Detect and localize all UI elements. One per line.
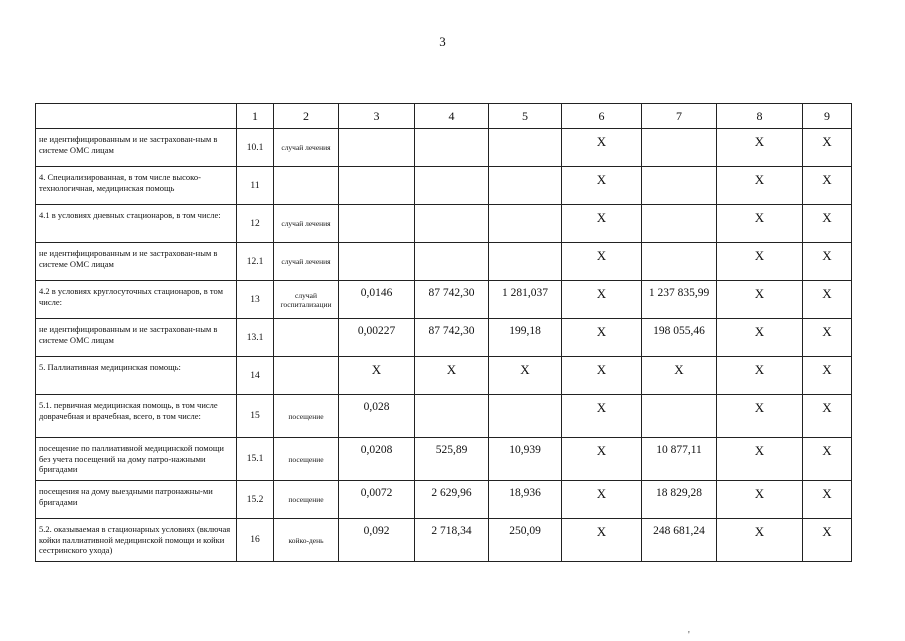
unit-cell: посещение: [274, 395, 339, 438]
value-cell: X: [642, 357, 717, 395]
row-name-cell: 5. Паллиативная медицинская помощь:: [36, 357, 237, 395]
value-cell: 18,936: [489, 481, 562, 519]
row-number-cell: 13.1: [237, 319, 274, 357]
table-row: [36, 395, 852, 438]
value-cell: [642, 243, 717, 281]
value-cell: 0,00227: [339, 319, 415, 357]
value-cell: X: [717, 319, 803, 357]
unit-cell: случай лечения: [274, 243, 339, 281]
value-cell: [415, 129, 489, 167]
header-cell: 8: [717, 104, 803, 129]
value-cell: X: [717, 129, 803, 167]
row-name-cell: посещение по паллиативной медицинской помощи без учета посещений на дому патро-нажными бригадами: [36, 438, 237, 481]
value-cell: X: [415, 357, 489, 395]
value-cell: X: [717, 438, 803, 481]
value-cell: 0,092: [339, 519, 415, 562]
table-row: [36, 319, 852, 357]
value-cell: X: [803, 438, 852, 481]
value-cell: [339, 205, 415, 243]
value-cell: 1 281,037: [489, 281, 562, 319]
row-name-cell: 4.2 в условиях круглосуточных стационаров, в том числе:: [36, 281, 237, 319]
value-cell: [415, 167, 489, 205]
row-name-cell: не идентифицированным и не застрахован-ным в системе ОМС лицам: [36, 243, 237, 281]
row-number-cell: 14: [237, 357, 274, 395]
value-cell: X: [803, 395, 852, 438]
value-cell: X: [562, 481, 642, 519]
value-cell: X: [562, 395, 642, 438]
value-cell: X: [717, 243, 803, 281]
value-cell: X: [717, 519, 803, 562]
value-cell: X: [803, 281, 852, 319]
value-cell: [489, 395, 562, 438]
value-cell: [339, 243, 415, 281]
header-cell: 4: [415, 104, 489, 129]
unit-cell: посещение: [274, 438, 339, 481]
value-cell: 87 742,30: [415, 319, 489, 357]
value-cell: [489, 129, 562, 167]
header-cell: 1: [237, 104, 274, 129]
row-number-cell: 15.1: [237, 438, 274, 481]
unit-cell: случай госпитализации: [274, 281, 339, 319]
value-cell: [489, 243, 562, 281]
value-cell: 87 742,30: [415, 281, 489, 319]
value-cell: [489, 167, 562, 205]
value-cell: 248 681,24: [642, 519, 717, 562]
value-cell: X: [803, 357, 852, 395]
value-cell: X: [339, 357, 415, 395]
value-cell: X: [562, 319, 642, 357]
value-cell: 250,09: [489, 519, 562, 562]
value-cell: X: [803, 167, 852, 205]
row-number-cell: 13: [237, 281, 274, 319]
table-row: [36, 481, 852, 519]
table-row: [36, 243, 852, 281]
value-cell: 2 718,34: [415, 519, 489, 562]
table-row: [36, 519, 852, 562]
row-number-cell: 16: [237, 519, 274, 562]
header-cell: 9: [803, 104, 852, 129]
row-number-cell: 11: [237, 167, 274, 205]
value-cell: [339, 167, 415, 205]
value-cell: X: [803, 129, 852, 167]
header-cell: [36, 104, 237, 129]
value-cell: 2 629,96: [415, 481, 489, 519]
value-cell: [642, 395, 717, 438]
value-cell: 0,0208: [339, 438, 415, 481]
value-cell: [642, 129, 717, 167]
value-cell: 0,0072: [339, 481, 415, 519]
data-table: [35, 103, 852, 562]
row-name-cell: 5.2. оказываемая в стационарных условиях (включая койки паллиативной медицинской помощи и койки сестринского ухода): [36, 519, 237, 562]
value-cell: X: [717, 481, 803, 519]
row-name-cell: 4.1 в условиях дневных стационаров, в том числе:: [36, 205, 237, 243]
row-number-cell: 10.1: [237, 129, 274, 167]
page-number: 3: [439, 34, 446, 49]
value-cell: X: [803, 481, 852, 519]
unit-cell: [274, 167, 339, 205]
value-cell: [642, 167, 717, 205]
header-cell: 2: [274, 104, 339, 129]
table-row: [36, 438, 852, 481]
row-name-cell: 5.1. первичная медицинская помощь, в том числе доврачебная и врачебная, всего, в том числе:: [36, 395, 237, 438]
unit-cell: посещение: [274, 481, 339, 519]
value-cell: X: [562, 357, 642, 395]
value-cell: X: [562, 519, 642, 562]
value-cell: X: [717, 395, 803, 438]
scan-mark: ': [688, 630, 690, 641]
value-cell: X: [803, 205, 852, 243]
value-cell: X: [803, 519, 852, 562]
value-cell: X: [562, 167, 642, 205]
value-cell: [489, 205, 562, 243]
value-cell: X: [717, 205, 803, 243]
header-cell: 7: [642, 104, 717, 129]
value-cell: X: [803, 243, 852, 281]
value-cell: X: [717, 281, 803, 319]
value-cell: X: [562, 205, 642, 243]
unit-cell: койко-день: [274, 519, 339, 562]
value-cell: X: [717, 167, 803, 205]
value-cell: 10 877,11: [642, 438, 717, 481]
value-cell: 199,18: [489, 319, 562, 357]
table-row: [36, 205, 852, 243]
value-cell: X: [717, 357, 803, 395]
row-number-cell: 15.2: [237, 481, 274, 519]
value-cell: 198 055,46: [642, 319, 717, 357]
value-cell: 525,89: [415, 438, 489, 481]
value-cell: [415, 395, 489, 438]
header-cell: 3: [339, 104, 415, 129]
value-cell: [415, 243, 489, 281]
value-cell: X: [489, 357, 562, 395]
value-cell: X: [562, 129, 642, 167]
table-row: [36, 129, 852, 167]
value-cell: X: [562, 281, 642, 319]
row-name-cell: не идентифицированным и не застрахован-ным в системе ОМС лицам: [36, 319, 237, 357]
value-cell: X: [562, 438, 642, 481]
value-cell: [339, 129, 415, 167]
row-name-cell: 4. Специализированная, в том числе высоко-технологичная, медицинская помощь: [36, 167, 237, 205]
unit-cell: [274, 357, 339, 395]
unit-cell: случай лечения: [274, 129, 339, 167]
header-row: [36, 104, 852, 129]
value-cell: 0,0146: [339, 281, 415, 319]
unit-cell: [274, 319, 339, 357]
header-cell: 5: [489, 104, 562, 129]
value-cell: [642, 205, 717, 243]
table-row: [36, 357, 852, 395]
row-number-cell: 12.1: [237, 243, 274, 281]
row-name-cell: посещения на дому выездными патронажны-ми бригадами: [36, 481, 237, 519]
table-row: [36, 167, 852, 205]
value-cell: X: [562, 243, 642, 281]
unit-cell: случай лечения: [274, 205, 339, 243]
value-cell: X: [803, 319, 852, 357]
value-cell: [415, 205, 489, 243]
value-cell: 18 829,28: [642, 481, 717, 519]
header-cell: 6: [562, 104, 642, 129]
table-row: [36, 281, 852, 319]
row-number-cell: 15: [237, 395, 274, 438]
value-cell: 10,939: [489, 438, 562, 481]
row-number-cell: 12: [237, 205, 274, 243]
value-cell: 1 237 835,99: [642, 281, 717, 319]
value-cell: 0,028: [339, 395, 415, 438]
row-name-cell: не идентифицированным и не застрахован-ным в системе ОМС лицам: [36, 129, 237, 167]
